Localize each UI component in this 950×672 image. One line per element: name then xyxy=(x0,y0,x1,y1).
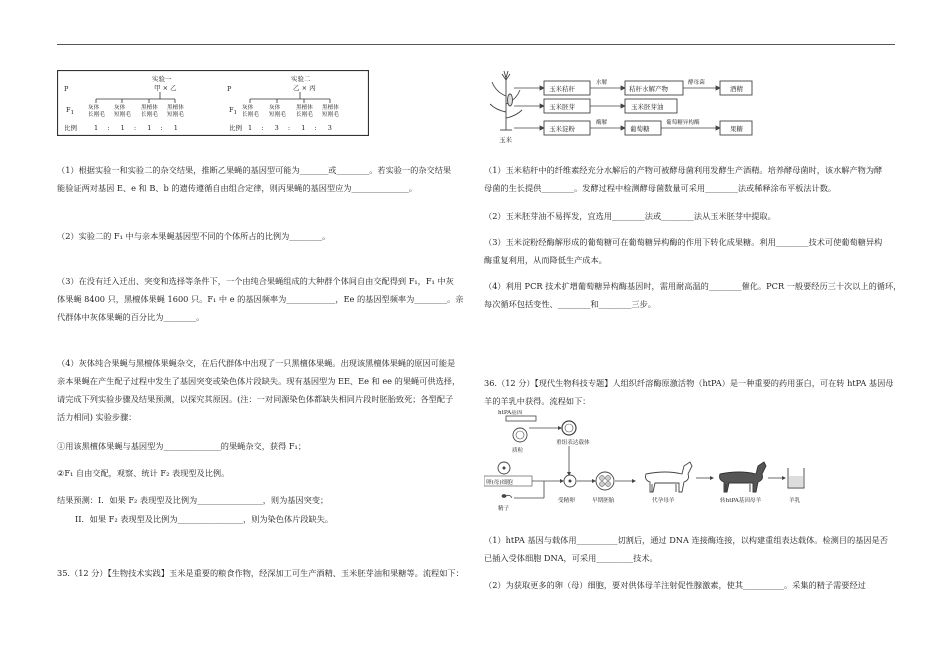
sperm-label: 精子 xyxy=(498,506,510,512)
corn-process-figure xyxy=(484,66,774,148)
ratio-label-1: 比例 xyxy=(64,124,77,132)
ratio-value: : xyxy=(160,124,163,132)
sperm-icon xyxy=(502,495,512,499)
p-label-1: P xyxy=(64,85,69,93)
corn-plant-icon xyxy=(490,71,522,130)
q36-1-line1: （1）htPA 基因与载体用__________切割后，通过 DNA 连接酶连接，以构建重组表达载体。检测目的基因是否 xyxy=(484,535,888,545)
ratio-value: 1 xyxy=(173,124,178,132)
box-glucose-label: 葡萄糖 xyxy=(630,125,650,133)
f1-label-1: F1 xyxy=(66,106,75,116)
ratio-value: : xyxy=(133,124,137,132)
surrogate-goat-icon xyxy=(646,462,693,492)
step2-text: ②F₁ 自由交配，观察、统计 F₂ 表现型及比例。 xyxy=(57,468,230,478)
q3-line3: 代群体中灰体果蝇的百分比为________。 xyxy=(57,312,205,322)
exp2-title: 实验二 xyxy=(291,75,311,83)
ratio-value: 1 xyxy=(120,124,125,132)
result1-text: 结果预测：I．如果 F₂ 表现型及比例为________________，则为基因突变； xyxy=(57,495,329,505)
egg-label: 卵(母)细胞 xyxy=(486,480,513,486)
q36-line2: 羊的羊乳中获得。流程如下： xyxy=(484,396,591,406)
embryo-label: 早期胚胎 xyxy=(592,498,615,504)
milk-beaker-icon xyxy=(788,468,804,488)
arrow-hydrolysis-label: 水解 xyxy=(596,80,608,86)
phenotype-label: 黑檀体 xyxy=(296,105,313,111)
phenotype-label: 长刚毛 xyxy=(296,112,313,118)
fertilized-egg-label: 受精卵 xyxy=(558,498,575,504)
step1-text: ①用该黑檀体果蝇与基因型为______________的果蝇杂交，获得 F₁； xyxy=(57,441,307,451)
ratio-value: 3 xyxy=(327,124,332,132)
q3-line1: （3）在没有迁入迁出、突变和选择等条件下，一个由纯合果蝇组成的大种群个体间自由交配得到 F₁，F₁ 中灰 xyxy=(57,276,454,286)
transgenic-goat-icon xyxy=(720,462,767,492)
q4-line1: （4）灰体纯合果蝇与黑檀体果蝇杂交，在后代群体中出现了一只黑檀体果蝇。出现该黑檀体果蝇的原因可能是 xyxy=(57,358,456,368)
ratio-value: 1 xyxy=(147,124,152,132)
phenotype-label: 短刚毛 xyxy=(269,112,286,118)
phenotype-label: 长刚毛 xyxy=(141,112,158,118)
q1-line1: （1）根据实验一和实验二的杂交结果，推断乙果蝇的基因型可能为_______或________。若实验一的杂交结果 xyxy=(57,165,452,175)
q36-2-text: （2）为获取更多的卵（母）细胞，要对供体母羊注射促性腺激素，使其__________。采集的精子需要经过 xyxy=(484,580,866,590)
ratio-value: 3 xyxy=(274,124,279,132)
experiment-cross-figure xyxy=(57,70,369,136)
vector-label: 重组表达载体 xyxy=(556,440,590,446)
q2-text: （2）实验二的 F₁ 中与亲本果蝇基因型不同的个体所占的比例为________。 xyxy=(57,231,331,241)
phenotype-label: 长刚毛 xyxy=(88,112,105,118)
box-alcohol-label: 酒精 xyxy=(730,85,743,93)
phenotype-label: 灰体 xyxy=(114,105,126,111)
ratio-value: : xyxy=(314,124,317,132)
exp1-cross: 甲 × 乙 xyxy=(154,84,177,92)
ratio-value: : xyxy=(261,124,264,132)
arrow-yeast-label: 酵母菌 xyxy=(688,80,705,86)
box-fructose-label: 果糖 xyxy=(730,125,743,133)
phenotype-label: 灰体 xyxy=(269,105,281,111)
gene-bar xyxy=(506,416,536,421)
p-label-2: P xyxy=(227,85,232,93)
embryo-icon xyxy=(596,472,614,490)
phenotype-label: 黑檀体 xyxy=(322,105,339,111)
ratio-value: 1 xyxy=(301,124,306,132)
ratio-value: 1 xyxy=(94,124,99,132)
q1-line2: 能验证两对基因 E、e 和 B、b 的遗传遵循自由组合定律，则丙果蝇的基因型应为______________。 xyxy=(57,183,417,193)
result2-text: II．如果 F₂ 表现型及比例为________________，则为染色体片段缺失。 xyxy=(75,514,334,524)
transgenic-label: 转htPA基因母羊 xyxy=(720,498,762,504)
corn-label: 玉米 xyxy=(499,136,512,144)
arrow-isomerase-label: 葡萄糖异构酶 xyxy=(666,120,700,126)
q4-line3: 请完成下列实验步骤及结果预测，以探究其原因。(注：一对同源染色体都缺失相同片段时胚胎致死；各型配子 xyxy=(57,394,454,404)
phenotype-label: 黑檀体 xyxy=(141,105,158,111)
q35-3-line1: （3）玉米淀粉经酶解形成的葡萄糖可在葡萄糖异构酶的作用下转化成果糖。利用________技术可使葡萄糖异构 xyxy=(484,237,883,247)
phenotype-label: 短刚毛 xyxy=(114,112,131,118)
ratio-label-2: 比例 xyxy=(229,124,242,132)
q36-line1: 36.（12 分）【现代生物科技专题】人组织纤溶酶原激活物（htPA）是一种重要的药用蛋白，可在转 htPA 基因母 xyxy=(484,378,894,388)
box-corn-oil-label: 玉米胚芽油 xyxy=(631,103,664,111)
phenotype-label: 灰体 xyxy=(242,105,254,111)
q35-4-line2: 每次循环包括变性、________和________三步。 xyxy=(484,299,656,309)
q4-line4: 活力相同) 实验步骤： xyxy=(57,412,137,422)
f1-label-2: F1 xyxy=(229,106,238,116)
q35-intro: 35.（12 分）【生物技术实践】玉米是重要的粮食作物，经深加工可生产酒精、玉米胚芽油和果糖等。流程如下： xyxy=(57,568,464,578)
q35-4-line1: （4）利用 PCR 技术扩增葡萄糖异构酶基因时，需用耐高温的________催化。PCR 一般要经历三十次以上的循环， xyxy=(484,281,902,291)
exp1-title: 实验一 xyxy=(152,75,172,83)
goat-process-figure xyxy=(484,410,814,525)
q4-line2: 亲本果蝇在产生配子过程中发生了基因突变或染色体片段缺失。现有基因型为 EE、Ee 和 ee 的果蝇可供选择， xyxy=(57,376,461,386)
exp2-cross: 乙 × 丙 xyxy=(293,84,316,92)
phenotype-label: 灰体 xyxy=(88,105,100,111)
surrogate-label: 代孕母羊 xyxy=(652,498,675,504)
arrow-enzyme-label: 酶解 xyxy=(596,120,608,126)
ratio-value: 1 xyxy=(248,124,253,132)
milk-label: 羊乳 xyxy=(789,498,801,504)
box-corn-starch-label: 玉米淀粉 xyxy=(549,125,575,133)
plasmid-label: 质粒 xyxy=(512,448,524,454)
box-hydrolysate-label: 秸秆水解产物 xyxy=(629,85,668,93)
ratio-value: : xyxy=(287,124,291,132)
box-corn-stalk-label: 玉米秸秆 xyxy=(549,85,575,93)
box-corn-germ-label: 玉米胚芽 xyxy=(549,103,575,111)
q35-1-line2: 母菌的生长提供________。发酵过程中检测酵母菌数量可采用________法或稀释涂布平板法计数。 xyxy=(484,183,837,193)
q35-1-line1: （1）玉米秸秆中的纤维素经充分水解后的产物可被酵母菌利用发酵生产酒精。培养酵母菌时，该水解产物为酵 xyxy=(484,165,883,175)
phenotype-label: 短刚毛 xyxy=(322,112,339,118)
header-rule xyxy=(57,44,895,45)
phenotype-label: 长刚毛 xyxy=(242,112,259,118)
phenotype-label: 黑檀体 xyxy=(167,105,184,111)
q35-3-line2: 酶重复利用，从而降低生产成本。 xyxy=(484,255,607,265)
q36-1-line2: 已插入受体细胞 DNA，可采用_________技术。 xyxy=(484,553,658,563)
q35-2-text: （2）玉米胚芽油不易挥发，宜选用________法或________法从玉米胚芽中提取。 xyxy=(484,211,776,221)
gene-label: htPA基因 xyxy=(498,410,523,416)
phenotype-label: 短刚毛 xyxy=(167,112,184,118)
ratio-value: : xyxy=(107,124,110,132)
q3-line2: 体果蝇 8400 只，黑檀体果蝇 1600 只。F₁ 中 e 的基因频率为____________，Ee 的基因型频率为________。亲 xyxy=(57,294,464,304)
